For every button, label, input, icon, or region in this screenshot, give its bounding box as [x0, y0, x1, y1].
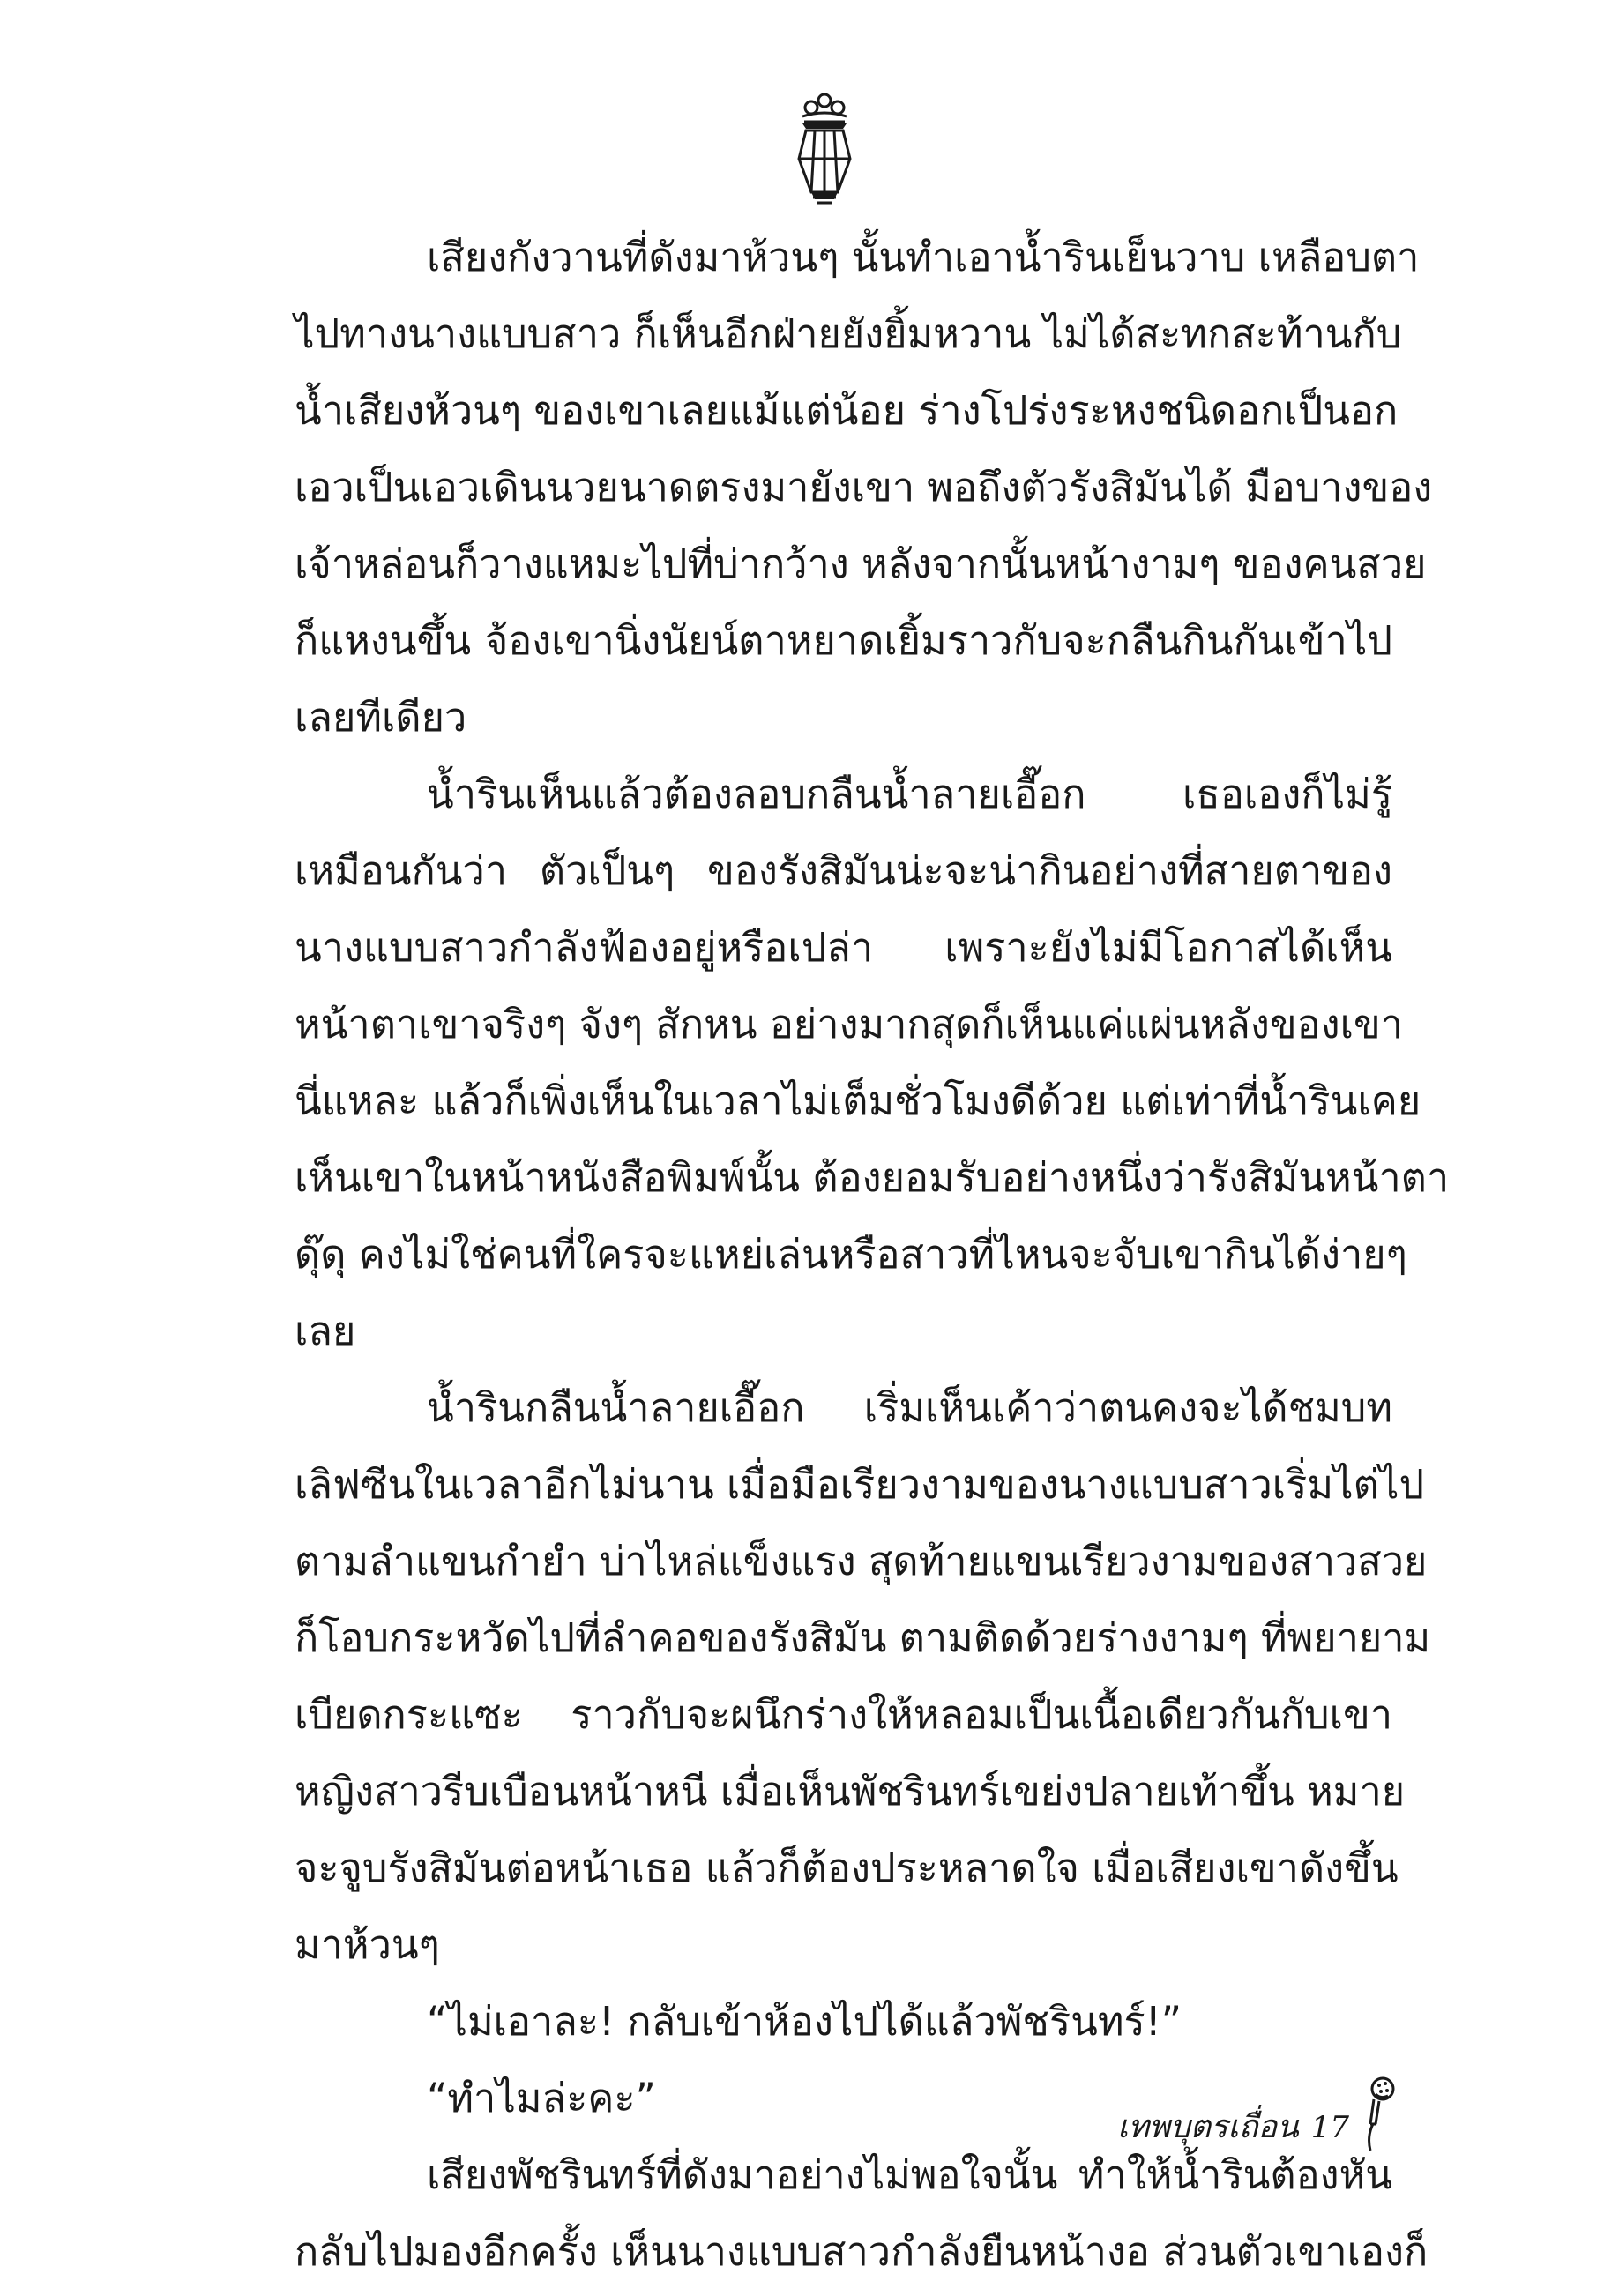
- text-line: นี่แหละ แล้วก็เพิ่งเห็นในเวลาไม่เต็มชั่วโมงดีด้วย แต่เท่าที่น้ำรินเคย: [295, 1077, 1421, 1124]
- text-line: น้ำรินเห็นแล้วต้องลอบกลืนน้ำลายเอื๊อก เธอเองก็ไม่รู้: [427, 771, 1392, 817]
- text-line: เจ้าหล่อนก็วางแหมะไปที่บ่ากว้าง หลังจากนั้นหน้างามๆ ของคนสวย: [295, 540, 1427, 587]
- text-line: เลย: [295, 1308, 356, 1354]
- text-line: หญิงสาวรีบเบือนหน้าหนี เมื่อเห็นพัชรินทร์เขย่งปลายเท้าขึ้น หมาย: [295, 1768, 1406, 1815]
- text-line: เสียงพัชรินทร์ที่ดังมาอย่างไม่พอใจนั้น ทำให้น้ำรินต้องหัน: [427, 2151, 1392, 2198]
- story-text: [295, 225, 1450, 2296]
- text-line: น้ำรินกลืนน้ำลายเอื๊อก เริ่มเห็นเค้าว่าตนคงจะได้ชมบท: [427, 1384, 1392, 1431]
- text-line: ไปทางนางแบบสาว ก็เห็นอีกฝ่ายยังยิ้มหวาน ไม่ได้สะทกสะท้านกับ: [295, 310, 1402, 357]
- text-line: นางแบบสาวกำลังฟ้องอยู่หรือเปล่า เพราะยังไม่มีโอกาสได้เห็น: [295, 924, 1392, 971]
- dialogue-line: “ไม่เอาละ! กลับเข้าห้องไปได้แล้วพัชรินทร์!”: [427, 1998, 1182, 2045]
- text-line: เสียงกังวานที่ดังมาห้วนๆ นั้นทำเอาน้ำรินเย็นวาบ เหลือบตา: [427, 234, 1420, 280]
- text-line: น้ำเสียงห้วนๆ ของเขาเลยแม้แต่น้อย ร่างโปร่งระหงชนิดอกเป็นอก: [295, 387, 1399, 434]
- book-title: เทพบุตรเถื่อน: [1117, 2109, 1299, 2145]
- text-line: จะจูบรังสิมันต่อหน้าเธอ แล้วก็ต้องประหลาดใจ เมื่อเสียงเขาดังขึ้น: [295, 1845, 1399, 1891]
- page-number: 17: [1310, 2110, 1349, 2145]
- text-line: เลิฟซีนในเวลาอีกไม่นาน เมื่อมือเรียวงามของนางแบบสาวเริ่มไต่ไป: [295, 1461, 1425, 1508]
- text-line: เอวเป็นเอวเดินนวยนาดตรงมายังเขา พอถึงตัวรังสิมันได้ มือบางของ: [295, 464, 1433, 511]
- microphone-icon: [1358, 2075, 1397, 2154]
- lantern-ornament-icon: [785, 88, 864, 212]
- text-line: ดุ๊ดุ คงไม่ใช่คนที่ใครจะแหย่เล่นหรือสาวที่ไหนจะจับเขากินได้ง่ายๆ: [295, 1231, 1407, 1278]
- text-line: กลับไปมองอีกครั้ง เห็นนางแบบสาวกำลังยืนหน้างอ ส่วนตัวเขาเองก็: [295, 2228, 1429, 2275]
- text-line: ก็แหงนขึ้น จ้องเขานิ่งนัยน์ตาหยาดเยิ้มราวกับจะกลืนกินกันเข้าไป: [295, 617, 1392, 664]
- text-line: เหมือนกันว่า ตัวเป็นๆ ของรังสิมันน่ะจะน่ากินอย่างที่สายตาของ: [295, 847, 1392, 894]
- text-line: เบียดกระแซะ ราวกับจะผนึกร่างให้หลอมเป็นเนื้อเดียวกันกับเขา: [295, 1691, 1392, 1738]
- text-line: เห็นเขาในหน้าหนังสือพิมพ์นั้น ต้องยอมรับอย่างหนึ่งว่ารังสิมันหน้าตา: [295, 1154, 1450, 1201]
- text-line: ตามลำแขนกำยำ บ่าไหล่แข็งแรง สุดท้ายแขนเรียวงามของสาวสวย: [295, 1538, 1428, 1584]
- text-line: ก็โอบกระหวัดไปที่ลำคอของรังสิมัน ตามติดด้วยร่างงามๆ ที่พยายาม: [295, 1614, 1431, 1661]
- text-line: มาห้วนๆ: [295, 1921, 440, 1968]
- text-line: เลยทีเดียว: [295, 694, 467, 741]
- text-line: หน้าตาเขาจริงๆ จังๆ สักหน อย่างมากสุดก็เห็นแค่แผ่นหลังของเขา: [295, 1001, 1404, 1047]
- dialogue-line: “ทำไมล่ะคะ”: [427, 2075, 656, 2121]
- page-footer: [1117, 2075, 1397, 2154]
